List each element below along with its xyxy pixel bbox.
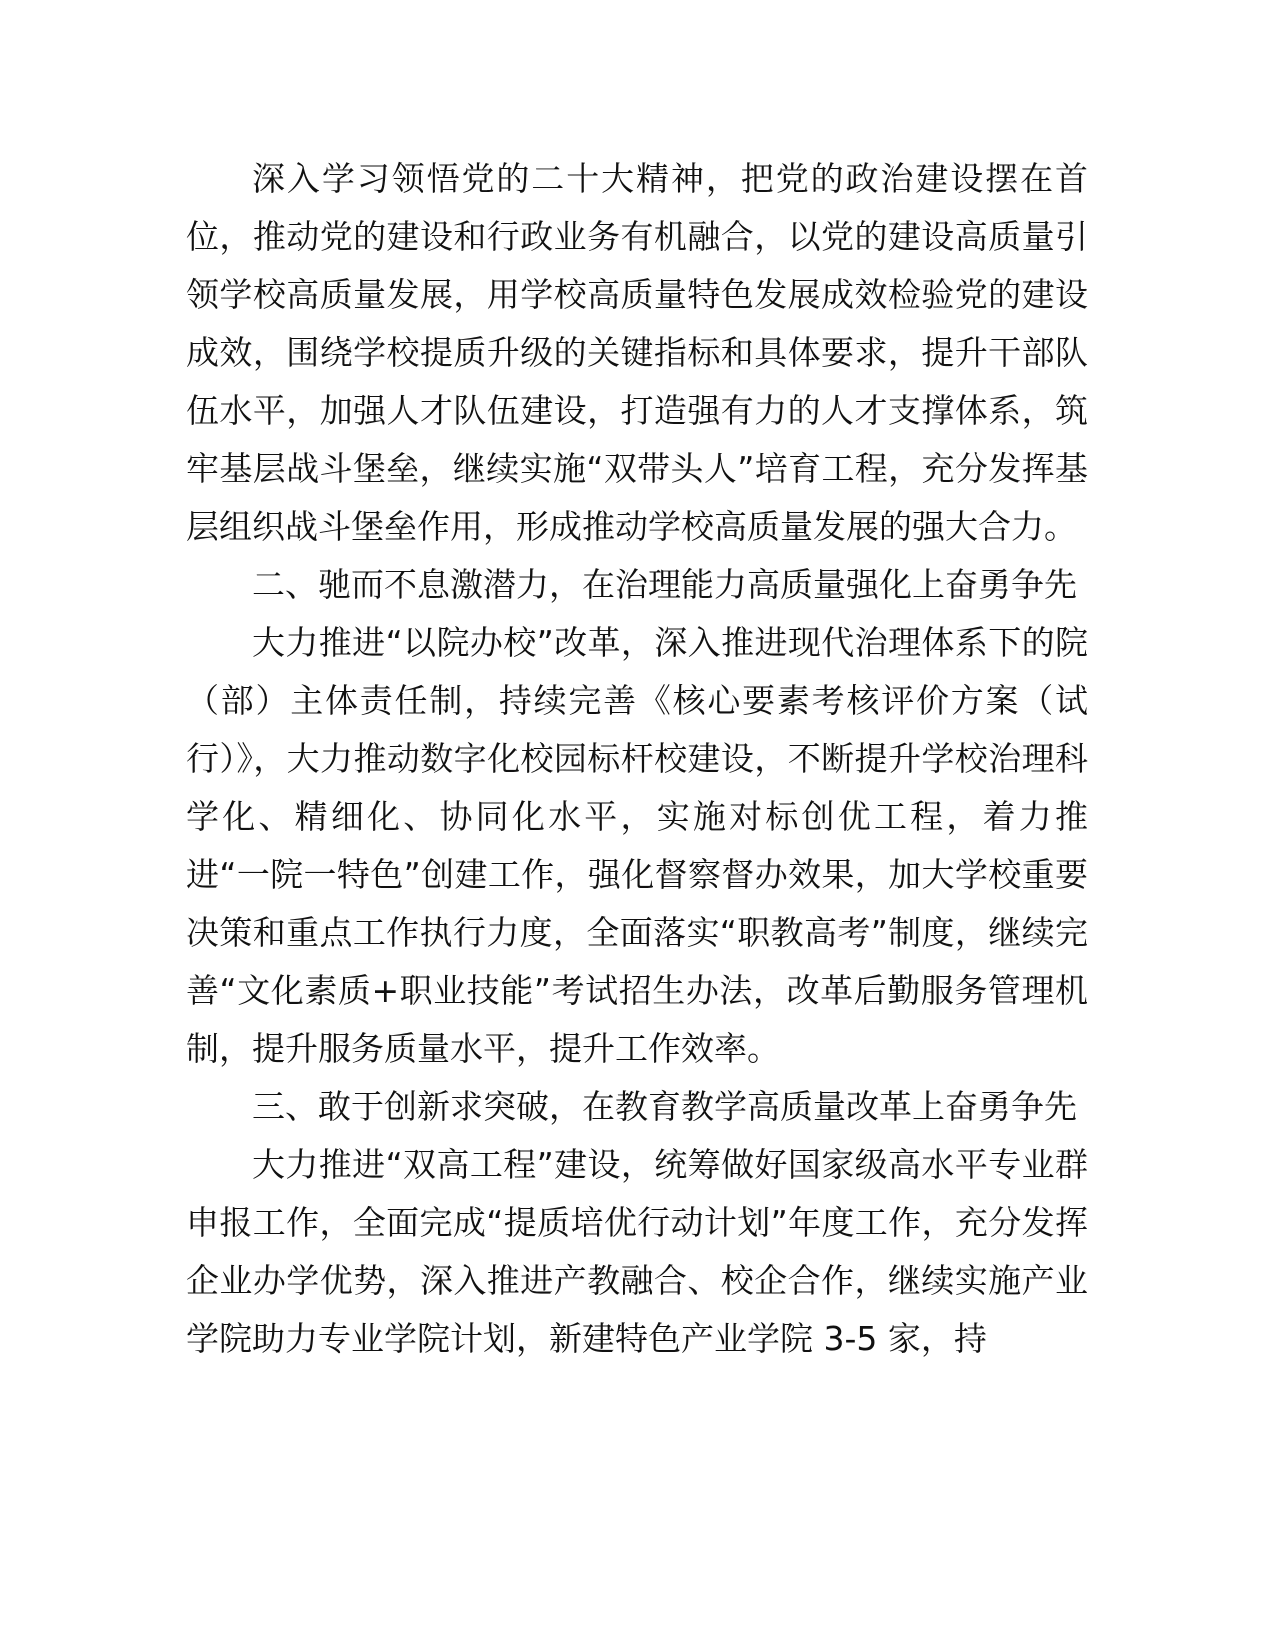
body-paragraph: 大力推进“双高工程”建设，统筹做好国家级高水平专业群申报工作，全面完成“提质培优行动计划”年度工作，充分发挥企业办学优势，深入推进产教融合、校企合作，继续实施产业学院助力专业学院计划，新建特色产业学院 3-5 家，持 — [186, 1145, 1088, 1358]
section-heading: 二、驰而不息激潜力，在治理能力高质量强化上奋勇争先 — [252, 565, 1077, 604]
section-heading: 三、敢于创新求突破，在教育教学高质量改革上奋勇争先 — [252, 1087, 1077, 1126]
body-paragraph: 深入学习领悟党的二十大精神，把党的政治建设摆在首位，推动党的建设和行政业务有机融合，以党的建设高质量引领学校高质量发展，用学校高质量特色发展成效检验党的建设成效，围绕学校提质升级的关键指标和具体要求，提升干部队伍水平，加强人才队伍建设，打造强有力的人才支撑体系，筑牢基层战斗堡垒，继续实施“双带头人”培育工程，充分发挥基层组织战斗堡垒作用，形成推动学校高质量发展的强大合力。 — [186, 159, 1088, 546]
body-paragraph: 大力推进“以院办校”改革，深入推进现代治理体系下的院（部）主体责任制，持续完善《核心要素考核评价方案（试行）》，大力推动数字化校园标杆校建设，不断提升学校治理科学化、精细化、协同化水平，实施对标创优工程，着力推进“一院一特色”创建工作，强化督察督办效果，加大学校重要决策和重点工作执行力度，全面落实“职教高考”制度，继续完善“文化素质+职业技能”考试招生办法，改革后勤服务管理机制，提升服务质量水平，提升工作效率。 — [186, 623, 1088, 1068]
document-page — [186, 150, 1088, 1368]
